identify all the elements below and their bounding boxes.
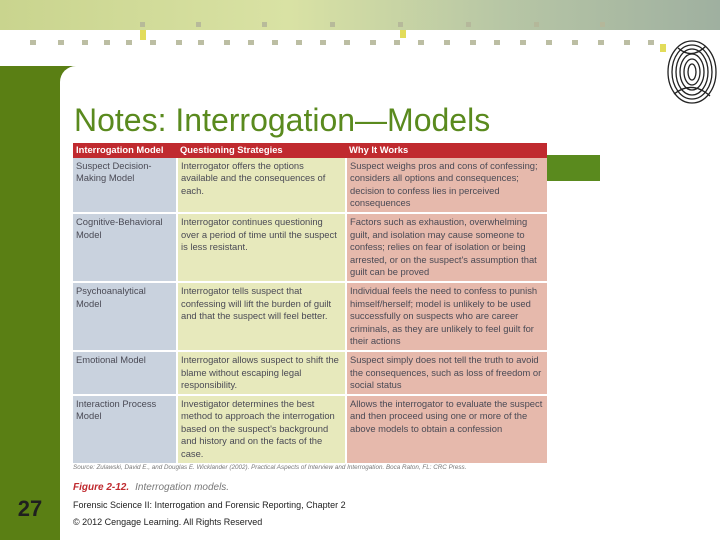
reason-cell: Allows the interrogator to evaluate the suspect and then proceed using one or more of the above models to obtain a confession [346, 395, 547, 464]
table-row [73, 213, 547, 282]
table-header-row [73, 143, 547, 158]
table-row [73, 351, 547, 395]
reason-cell: Suspect simply does not tell the truth to avoid the consequences, such as loss of freedom or social status [346, 351, 547, 395]
table-row [73, 158, 547, 213]
figure-label: Figure 2-12. [73, 482, 130, 493]
table-row [73, 395, 547, 464]
slide-title: Notes: Interrogation—Models [74, 102, 491, 138]
header-band [0, 0, 720, 66]
model-name-cell: Emotional Model [73, 351, 177, 395]
footer-copyright: © 2012 Cengage Learning. All Rights Reserved [73, 517, 263, 527]
strategy-cell: Interrogator offers the options available and the consequences of each. [177, 158, 346, 213]
strategy-cell: Interrogator continues questioning over a period of time until the suspect is less resistant. [177, 213, 346, 282]
reason-cell: Suspect weighs pros and cons of confessing; considers all options and consequences; decision to confess lies in perceived consequences [346, 158, 547, 213]
fingerprint-icon [664, 34, 720, 106]
figure-caption [73, 482, 229, 493]
footer-course: Forensic Science II: Interrogation and Forensic Reporting, Chapter 2 [73, 500, 346, 510]
sidebar-corner [60, 66, 76, 82]
model-name-cell: Interaction Process Model [73, 395, 177, 464]
strategy-cell: Interrogator tells suspect that confessing will lift the burden of guilt and that the suspect will feel better. [177, 282, 346, 351]
table-row [73, 282, 547, 351]
column-header: Why It Works [346, 143, 547, 158]
strategy-cell: Interrogator allows suspect to shift the blame without escaping legal responsibility. [177, 351, 346, 395]
interrogation-models-figure [73, 143, 547, 465]
figure-source: Source: Zulawski, David E., and Douglas E. Wicklander (2002). Practical Aspects of Interview and Interrogation. Boca Raton, FL: CRC Press. [73, 464, 467, 471]
reason-cell: Factors such as exhaustion, overwhelming guilt, and isolation may cause someone to confess; relies on fear of isolation or being arrested, or on the suspect's assumption that guilt can be proved [346, 213, 547, 282]
interrogation-models-table [73, 143, 547, 465]
strategy-cell: Investigator determines the best method to approach the interrogation based on the suspect's background and history and on the facts of the case. [177, 395, 346, 464]
decorative-dot-pattern [0, 0, 720, 66]
left-sidebar [0, 66, 60, 540]
model-name-cell: Suspect Decision-Making Model [73, 158, 177, 213]
column-header: Questioning Strategies [177, 143, 346, 158]
column-header: Interrogation Model [73, 143, 177, 158]
slide-number: 27 [17, 496, 43, 521]
model-name-cell: Cognitive-Behavioral Model [73, 213, 177, 282]
reason-cell: Individual feels the need to confess to punish himself/herself; model is unlikely to be used successfully on suspects who are career criminals, as they are unlikely to feel guilt for their actions [346, 282, 547, 351]
model-name-cell: Psychoanalytical Model [73, 282, 177, 351]
figure-title: Interrogation models. [135, 482, 230, 493]
accent-bar [546, 155, 600, 181]
